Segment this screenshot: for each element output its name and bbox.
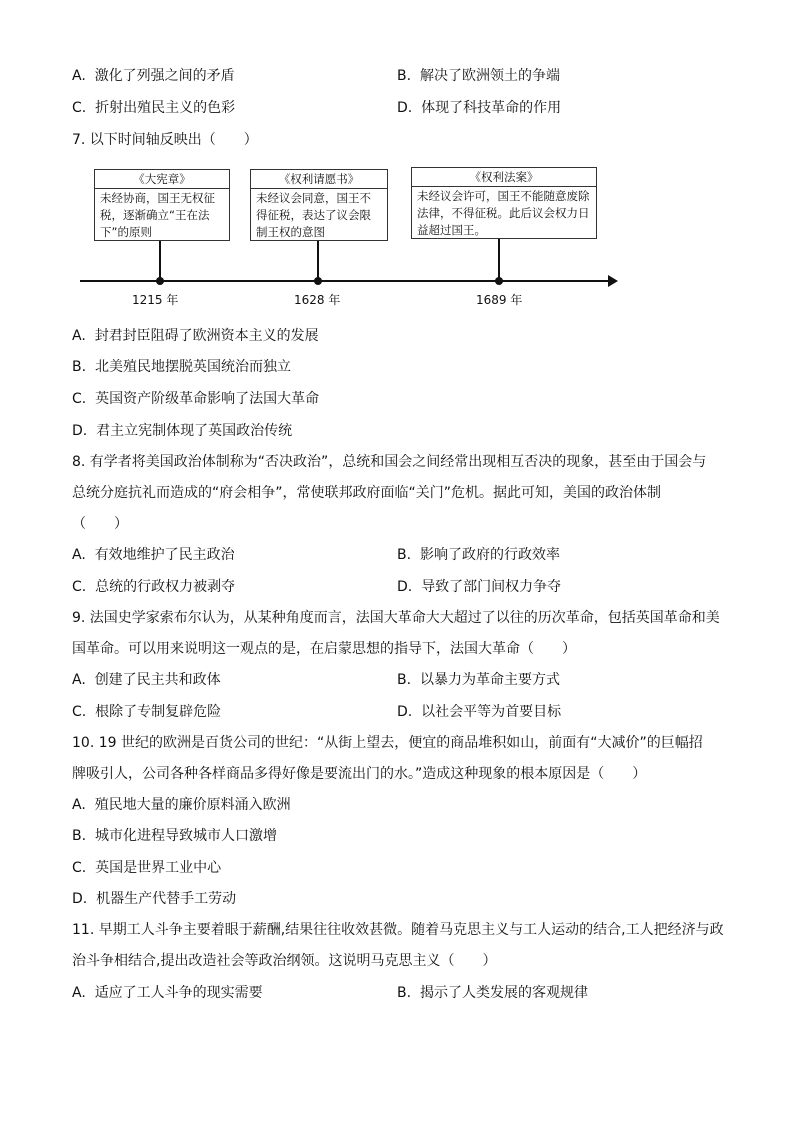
- q11-stem-line-1: 11. 早期工人斗争主要着眼于薪酬,结果往往收效甚微。随着马克思主义与工人运动的结合,工人把经济与政: [72, 922, 724, 938]
- timeline-year: 1628 年: [294, 293, 341, 307]
- timeline-year: 1689 年: [476, 293, 523, 307]
- q9-option-d: D. 以社会平等为首要目标: [397, 704, 562, 720]
- q8-stem-line-1: 8. 有学者将美国政治体制称为“否决政治”，总统和国会之间经常出现相互否决的现象，甚至由于国会与: [72, 454, 707, 470]
- q9-stem-line-1: 9. 法国史学家索布尔认为，从某种角度而言，法国大革命大大超过了以往的历次革命，包括英国革命和美: [72, 610, 720, 626]
- q7-option-c: C. 英国资产阶级革命影响了法国大革命: [72, 391, 320, 407]
- timeline-box-text: 未经协商，国王无权征税，逐渐确立“王在法下”的原则: [100, 191, 215, 239]
- q10-option-b: B. 城市化进程导致城市人口激增: [72, 828, 277, 844]
- timeline-box-title: 《权利法案》: [412, 168, 596, 187]
- q10-option-a: A. 殖民地大量的廉价原料涌入欧洲: [72, 797, 291, 813]
- q8-stem-line-2: 总统分庭抗礼而造成的“府会相争”，常使联邦政府面临“关门”危机。据此可知，美国的政治体制: [72, 485, 662, 501]
- q9-option-b: B. 以暴力为革命主要方式: [397, 672, 560, 688]
- timeline-dot: [495, 277, 503, 285]
- q8-option-a: A. 有效地维护了民主政治: [72, 547, 235, 563]
- q8-stem-line-3: （ ）: [72, 516, 128, 532]
- timeline-box-title: 《大宪章》: [95, 170, 229, 189]
- timeline-dot: [156, 277, 164, 285]
- q6-option-a: A. 激化了列强之间的矛盾: [72, 68, 235, 84]
- timeline-stem: [498, 239, 500, 281]
- q10-stem-line-2: 牌吸引人，公司各种各样商品多得好像是要流出门的水。”造成这种现象的根本原因是（ ）: [72, 766, 647, 782]
- timeline-year: 1215 年: [132, 293, 179, 307]
- timeline-stem: [159, 241, 161, 281]
- timeline-box-bill-of-rights: [411, 167, 597, 239]
- q7-timeline: [80, 165, 620, 315]
- q7-option-b: B. 北美殖民地摆脱英国统治而独立: [72, 359, 291, 375]
- timeline-box-magna-carta: [94, 169, 230, 241]
- q10-option-c: C. 英国是世界工业中心: [72, 860, 222, 876]
- timeline-arrow-icon: [608, 275, 618, 287]
- q7-stem: 7. 以下时间轴反映出（ ）: [72, 132, 258, 148]
- q10-stem-line-1: 10. 19 世纪的欧洲是百货公司的世纪：“从街上望去，便宜的商品堆积如山，前面有“大减价”的巨幅招: [72, 735, 703, 751]
- q9-option-a: A. 创建了民主共和政体: [72, 672, 221, 688]
- q6-option-d: D. 体现了科技革命的作用: [397, 100, 562, 116]
- q11-option-a: A. 适应了工人斗争的现实需要: [72, 985, 263, 1001]
- q7-option-a: A. 封君封臣阻碍了欧洲资本主义的发展: [72, 328, 319, 344]
- q11-stem-line-2: 治斗争相结合,提出改造社会等政治纲领。这说明马克思主义（ ）: [72, 953, 497, 969]
- q11-option-b: B. 揭示了人类发展的客观规律: [397, 985, 588, 1001]
- q9-option-c: C. 根除了专制复辟危险: [72, 704, 222, 720]
- q8-option-b: B. 影响了政府的行政效率: [397, 547, 560, 563]
- timeline-box-text: 未经议会许可，国王不能随意废除法律，不得征税。此后议会权力日益超过国王。: [417, 189, 590, 237]
- timeline-box-petition-of-right: [250, 169, 388, 241]
- timeline-box-title: 《权利请愿书》: [251, 170, 387, 189]
- q8-option-c: C. 总统的行政权力被剥夺: [72, 579, 236, 595]
- q10-option-d: D. 机器生产代替手工劳动: [72, 891, 237, 907]
- q8-option-d: D. 导致了部门间权力争夺: [397, 579, 562, 595]
- q9-stem-line-2: 国革命。可以用来说明这一观点的是，在启蒙思想的指导下，法国大革命（ ）: [72, 641, 576, 657]
- q7-option-d: D. 君主立宪制体现了英国政治传统: [72, 423, 293, 439]
- timeline-box-text: 未经议会同意，国王不得征税，表达了议会限制王权的意图: [256, 191, 371, 239]
- timeline-stem: [317, 241, 319, 281]
- q6-option-b: B. 解决了欧洲领土的争端: [397, 68, 560, 84]
- timeline-dot: [314, 277, 322, 285]
- q6-option-c: C. 折射出殖民主义的色彩: [72, 100, 236, 116]
